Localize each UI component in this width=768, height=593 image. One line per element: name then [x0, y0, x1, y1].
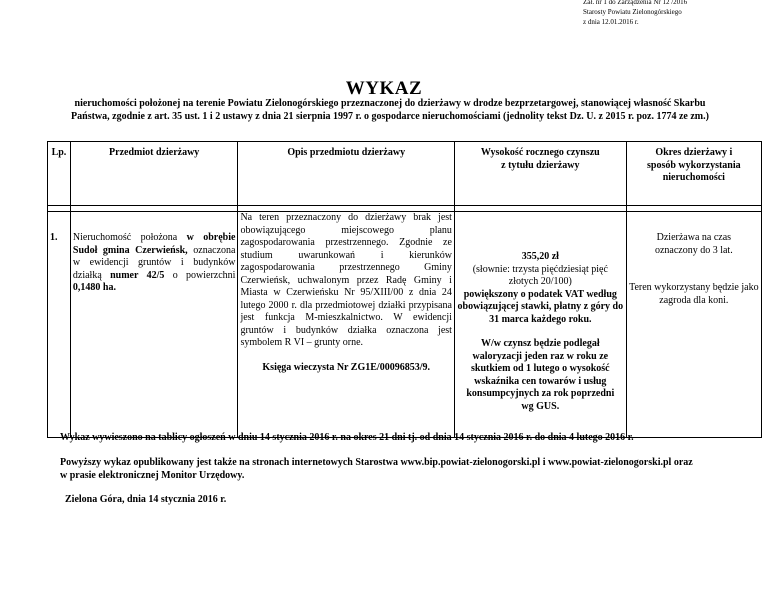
header-opis: Opis przedmiotu dzierżawy [238, 142, 454, 206]
table-row [48, 212, 762, 438]
opis-text: Na teren przeznaczony do dzierżawy brak jest obowiązującego miejscowego planu zagospodarowania przestrzennego. Zgodnie ze studium uwarunkowań i kierunków zagospodarowania przestrzennego Gminy Czerwieńsk, uchwalonym przez Radę Gminy i Miasta w Czerwieńsku Nr 95/XIII/00 z dnia 24 lutego 2000 r. dla przedmiotowej działki przypisana jest funkcja M-mieszkalnictwo. W ewidencji gruntów i budynków działka oznaczona jest symbolem R VI – grunty orne. [240, 212, 452, 348]
przedmiot-numer: numer 42/5 [110, 269, 165, 281]
footer-opublikowany: Powyższy wykaz opublikowany jest także na stronach internetowych Starostwa www.bip.powiat-zielonogorski.pl i www.powiat-zielonogorski.pl oraz w prasie elektronicznej Monitor Urzędowy. [60, 457, 693, 481]
opis-ksiega: Księga wieczysta Nr ZG1E/00096853/9. [262, 361, 430, 373]
document-subtitle: nieruchomości położonej na terenie Powiatu Zielonogórskiego przeznaczonej do dzierżawy w drodze bezprzetargowej, stanowiącej własność Skarbu Państwa, zgodnie z art. 35 ust. 1 i 2 ustawy z dnia 21 sierpnia 1997 r. o gospodarce nieruchomościami (jednolity tekst Dz. U. z 2015 r. poz. 1774 ze zm.) [71, 98, 709, 122]
table-header-row [48, 142, 762, 206]
property-table [47, 141, 762, 438]
okres-sposob: Teren wykorzystany będzie jako zagroda dla koni. [629, 282, 759, 306]
header-czynsz-text: Wysokość rocznego czynszu z tytułu dzierżawy [480, 147, 600, 171]
przedmiot-powierzchnia: 0,1480 ha. [72, 282, 116, 293]
header-okres-text: Okres dzierżawy i sposób wykorzystania nieruchomości [647, 147, 741, 183]
okres-czas: Dzierżawa na czas oznaczony do 3 lat. [654, 232, 733, 256]
czynsz-waloryzacja: W/w czynsz będzie podlegał waloryzacji jeden raz w roku ze skutkiem od 1 lutego o wysokość wskaźnika cen towarów i usług konsumpcyjnych za rok poprzedni wg GUS. [466, 338, 615, 412]
header-line-2: Starosty Powiatu Zielonogórskiego [583, 8, 682, 16]
header-czynsz [454, 142, 626, 206]
document-header-note [583, 0, 687, 27]
header-okres [626, 142, 761, 206]
cell-okres [626, 212, 761, 438]
czynsz-slownie: (słownie: trzysta pięćdziesiąt pięć złotych 20/100) [472, 263, 608, 287]
header-line-3: z dnia 12.01.2016 r. [583, 18, 639, 26]
czynsz-kwota: 355,20 zł [521, 251, 559, 262]
document-title: WYKAZ [345, 78, 423, 99]
cell-przedmiot [70, 212, 238, 438]
przedmiot-obreb: w obrębie Sudoł gmina Czerwieńsk, [72, 232, 236, 256]
przedmiot-part-c: oznaczona w ewidencji gruntów i budynków działką [72, 244, 236, 281]
cell-opis [238, 212, 454, 438]
cell-lp [48, 212, 71, 438]
przedmiot-part-e: o powierzchni [164, 269, 236, 281]
header-line-1: Zał. nr 1 do Zarządzenia Nr 12 /2016 [583, 0, 688, 6]
footer-wywieszono: Wykaz wywieszono na tablicy ogłoszeń w dniu 14 stycznia 2016 r. na okres 21 dni tj. od dnia 14 stycznia 2016 r. do dnia 4 lutego 2016 r. [60, 432, 634, 443]
czynsz-vat: powiększony o podatek VAT według obowiązującej stawki, płatny z góry do 31 marca każdego roku. [457, 288, 624, 325]
footer-miejsce-data: Zielona Góra, dnia 14 stycznia 2016 r. [65, 494, 227, 505]
cell-czynsz [454, 212, 626, 438]
header-przedmiot: Przedmiot dzierżawy [70, 142, 238, 206]
header-lp: Lp. [48, 142, 71, 206]
przedmiot-part-a: Nieruchomość położona [72, 232, 187, 243]
row-lp: 1. [50, 232, 58, 243]
